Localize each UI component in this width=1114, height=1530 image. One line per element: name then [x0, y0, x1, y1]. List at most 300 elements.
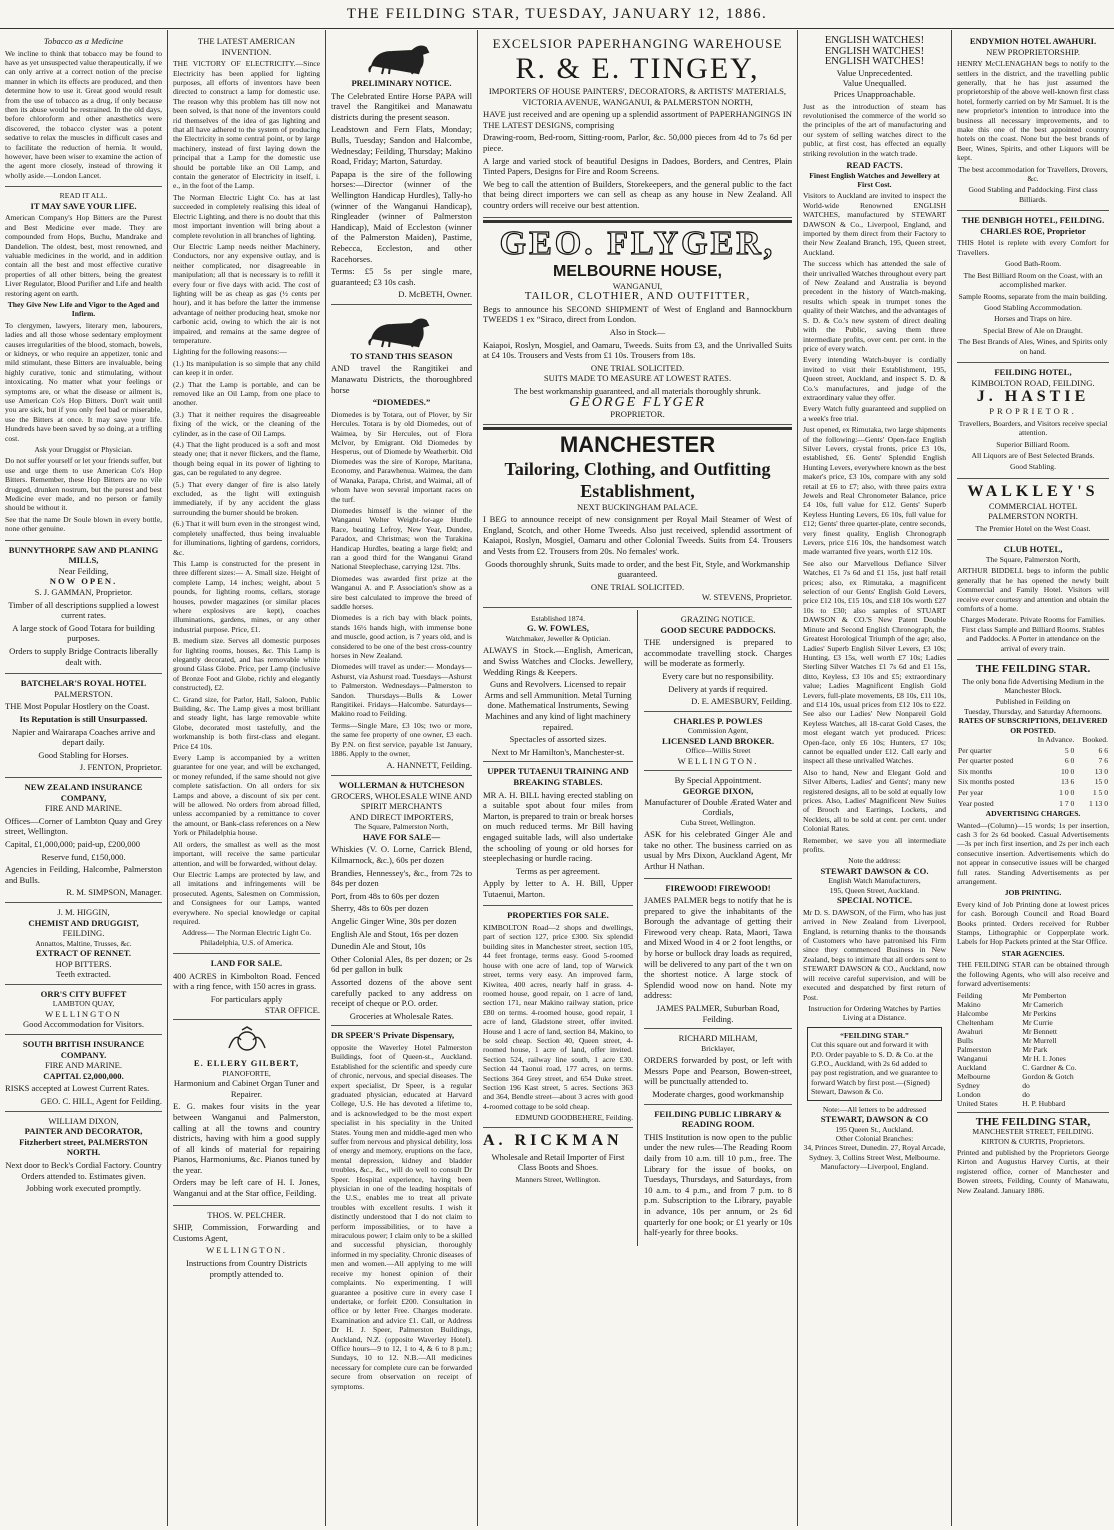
agency-place: Bulls	[957, 1035, 974, 1045]
manchester-address: NEXT BUCKINGHAM PALACE.	[576, 501, 699, 512]
electric-lamp-reason: (3.) That it neither requires the disagreeable fixing of the wick, or the cleaning of the cylinder, as in the case of Oil Lamps.	[173, 409, 320, 438]
rates-row	[957, 767, 1109, 778]
fowles-body: ALWAYS in Stock.—English, American, and Swiss Watches and Clocks. Jewellery, Wedding Rings & Keepers.	[483, 645, 633, 677]
bunnythorpe-open: NOW OPEN.	[49, 576, 118, 587]
denbigh-feature: Good Stabling Accommodation.	[983, 302, 1083, 312]
agencies-title: STAR AGENCIES.	[1001, 948, 1065, 958]
rickman-body: Wholesale and Retail Importer of First Class Boots and Shoes.	[491, 1151, 625, 1173]
hop-bitters-sub: They Give New Life and Vigor to the Aged and Infirm.	[7, 299, 160, 319]
land-sale-ad	[173, 956, 320, 1020]
denbigh-feature: Sample Rooms, separate from the main building.	[958, 291, 1108, 301]
watches-body6: Just opened, ex Rimutaka, two large shipments of the following:—Gents' Open-face English Silver Levers, crystal fronts, price £3 10s, established, £6. Gents' Splendid English Hunting Levers, everywhere known as the best maker's price, £3 10s, compare with any sold retail at £6 to £7; also, with three pairs extra Jewels and Real Chronometer Balance, price £4 10s, full value for £12. Gents' Superb Keyless Hunting Levers, £6 10s, full value for £12; Gents' three quarter-plate, centre seconds, very finest quality, English Chronograph Levers, price £16 10s, the handsomest watch made warranted five years, worth £12 10s.	[803, 425, 946, 557]
bunnythorpe-prop: S. J. GAMMAN, Proprietor.	[34, 587, 133, 598]
prices-unapproachable: Prices Unapproachable.	[833, 88, 916, 99]
horse-icon	[362, 311, 442, 349]
rickman-ad	[483, 1130, 633, 1189]
speer-ad	[331, 1028, 472, 1397]
electric-lamp-reason: (6.) That it will burn even in the strongest wind, completely unaffected, thus being invaluable for illuminations, lighting of gardens, corridors, &c.	[173, 519, 320, 557]
rates-cell: Six months	[958, 766, 993, 776]
electric-lamp-body6: C. Grand size, for Parlor, Hall, Saloon, Public Building, &c. The Lamp gives a most brilliant and steady light, has large removable white Globe, decorated most tastefully, and the workmanship is both first-class and elegant. Price £4 10s.	[173, 694, 320, 751]
tingey-sub: IMPORTERS OF HOUSE PAINTERS', DECORATORS, & ARTISTS' MATERIALS,	[488, 86, 787, 96]
denbigh-body: THIS Hotel is replete with every Comfort for Travellers.	[957, 238, 1109, 257]
other-branches: 34, Princes Street, Dunedin. 27, Royal Arcade, Sydney. 3, Collins Street West, Melbourne.	[803, 1143, 946, 1162]
electric-lamp-list-intro: Lighting for the following reasons:—	[173, 347, 287, 357]
nz-insurance-body3: Reserve fund, £150,000.	[41, 851, 126, 862]
hastie-body4: Good Stabling.	[1010, 462, 1056, 472]
flyger-signature: GEORGE FLYGER	[569, 395, 706, 411]
powles-office: Office—Willis Street	[685, 746, 751, 756]
rates-row	[957, 799, 1109, 810]
rates-header-row	[957, 735, 1109, 746]
dixon-body: Next door to Beck's Cordial Factory. Country Orders attended to. Estimates given.	[5, 1160, 162, 1181]
denbigh-ad	[957, 213, 1109, 363]
agency-place: London	[957, 1089, 981, 1099]
tingey-name: R. & E. TINGEY,	[515, 52, 760, 85]
rates-cell: Per year	[958, 788, 984, 797]
speer-body: opposite the Waverley Hotel Palmerston Buildings, foot of Queen-st., Auckland. Established for the scientific and speedy cure of chronic, nervous, and special diseases. The expert specialist, Dr Speer, is a regular graduated physician, educated at Harvard College, U.S. He has devoted a lifetime to, and is acknowledged to be the most expert specialist in his speciality in the United States. Young men and middle-aged men who suffer from nervous and physical debility, loss of energy and memory, eruptions on the face, mental depression, kidney and bladder troubles, &c., &c., will do well to consult Dr Speer. Hospital experience, having been physician in one of the leading hospitals of the U.S., enables me to treat all private troubles with excellent results. I wish it distinctly understood that I do not claim to perform impossibilities, or to have a miraculous power; I claim only to be a skilled and successful physician, thoroughly informed in my speciality. Chronic diseases of men and women.—All applying to me will receive my honest opinion of their complaints. No experimenting. I will guarantee a positive cure in every case I undertake, or forfeit £200. Consultation in office or by letter Free. Charges moderate. Examination and advice £1. Call, or Address Dr H. J. Speer, Palmerston Buildings, Auckland, N.Z. (opposite Waverley Hotel). Office hours—9 to 12, 1 to 4, & 6 to 8 p.m.; Sundays, 10 to 12. N.B.—All medicines necessary for complete cure can be forwarded secure from observation on receipt of symptoms.	[331, 1042, 473, 1391]
batchelar-title: BATCHELAR'S ROYAL HOTEL	[20, 678, 147, 689]
flyger-measure: SUITS MADE TO MEASURE AT LOWEST RATES.	[543, 373, 732, 384]
agency-place: Makino	[957, 999, 981, 1009]
agency-place: Feilding	[957, 990, 983, 1000]
agency-row	[957, 1054, 1109, 1063]
denbigh-feature: The Best Brands of Ales, Wines, and Spirits only on hand.	[958, 337, 1108, 356]
fowles-trade: Watchmaker, Jeweller & Optician.	[505, 634, 611, 643]
properties-body: KIMBOLTON Road—2 shops and dwellings, part of section 127, price £300. Six splendid building sites in Manchester street, section 105, 44 feet frontage, terms easy. Good 5-roomed house with one acre of land, top of Warwick street, terms very easy. An improved farm, Kiwitea, 400 acres, nearly half in grass. 4-roomed house, good repair, on 1 acre of land, section 171, near Makino railway station, price £80 on terms. 4-roomed house, good repair, 1 acre of land, Gladstone street, offer invited. House and 1 acre of land, section 84, Makino, to be sold cheap. Section 40, Queen street, 4-roomed house, 1 acre of land, offer invited. Section 524, railway line south, 1 acre £30. Section 44 Taonui road, 177 acres, on terms. Sections 364 Grey street, and 654 Duke street. Section 196 Kast street, 5 acres. Sections 363 and 364, Bendle street—about 3 acres with good 4-roomed cottage to be sold cheap.	[483, 923, 633, 1111]
letters-note: Note:—All letters to be addressed	[822, 1104, 927, 1114]
agency-agent: H. P. Hubbard	[1022, 1098, 1066, 1108]
agency-agent: Mr Bennett	[1022, 1026, 1058, 1036]
manchester-trial: ONE TRIAL SOLICITED.	[590, 581, 685, 592]
nz-insurance-title: NEW ZEALAND INSURANCE COMPANY,	[24, 781, 143, 803]
papapa-title: PRELIMINARY NOTICE.	[351, 78, 452, 88]
wollerman-ad	[331, 778, 472, 1026]
hop-bitters-ask: Ask your Druggist or Physician.	[34, 445, 133, 455]
higgin-town: FEILDING.	[62, 928, 105, 939]
bunnythorpe-body2: A large stock of Good Totara for building purposes.	[12, 622, 155, 644]
rates-title: RATES OF SUBSCRIPTIONS, DELIVERED OR POSTED.	[958, 716, 1108, 735]
feilding-hotel-address: KIMBOLTON ROAD, FEILDING.	[971, 377, 1095, 388]
tobacco-body: We incline to think that tobacco may be found to have as yet unsuspected value therapeutically, if we can only arrive at a correct notion of the precise manner in which its effects are produced, and then determine how to use it. Great good would result from the use of tobacco as a drug, if only because then its abuse would be restrained. In the old days, before chloroform and other anæsthetics were discovered, the tobacco clyster was a potent sedative to relax the muscles in difficult cases and to facilitate the reduction of hernia. It would, however, have been wiser to examine the action of the agent more closely, instead of throwing it wholly aside.—London Lancet.	[5, 48, 162, 180]
flyger-ad	[483, 220, 792, 425]
george-dixon-address: Cuba Street, Wellington.	[680, 817, 756, 827]
read-facts: READ FACTS.	[846, 160, 903, 170]
rates-cell: 1 7 0	[1059, 798, 1075, 808]
manchester-body: I BEG to announce receipt of new consignment per Royal Mail Steamer of West of England, Scotch, and other Home Tweeds. Also just received, splendid assortment of Kaiapoi, Roslyn, Mosgiel, Oamaru and other Colonial Tweeds. Suits from £4. Trousers and Vests from £2. Trousers from 20s. No females' work.	[483, 514, 792, 557]
pelcher-name: THOS. W. PELCHER.	[207, 1209, 286, 1220]
rates-cell: 6 0	[1064, 756, 1075, 766]
job-printing-body: Every kind of Job Printing done at lowest prices for cash. Borough Council and Road Board Books printed. Orders received for Rubber Stamps, Lithographic or Copperplate work. Labels for Hop Packets printed at the Star Office.	[957, 899, 1109, 947]
club-hotel-body2: Charges Moderate. Private Rooms for Families. First class Sample and Billiard Rooms. Stables and Paddocks. A Porter in attendance on the arrival of every train.	[960, 615, 1106, 653]
dixon-foot: Jobbing work executed promptly.	[26, 1183, 141, 1194]
diomedes-horse: “DIOMEDES.”	[372, 397, 431, 408]
rates-row	[957, 756, 1109, 767]
rates-cell: 15 0	[1094, 777, 1108, 787]
higgin-items: Annattos, Maltine, Trusses, &c.	[35, 938, 132, 948]
ellery-ad	[173, 1022, 320, 1206]
electric-lamp-body1: THE VICTORY OF ELECTRICITY.—Since Electricity has been applied for lighting purposes, all efforts of inventors have been directed to construct a lamp for domestic use. The reason why this problem has till now not been solved, is that none of the inventors could rid themselves of the idea of gas lighting and that all have adhered to the system of producing the Electricity in some central point, or by large machinery, instead of first laying down the principal that a Lamp for the domestic use should be portable like an Oil Lamp, and contain the generator of Electricity in itself, i. e., in the foot of the Lamp.	[173, 59, 320, 191]
masthead: THE FEILDING STAR, TUESDAY, JANUARY 12, 1886.	[0, 0, 1114, 29]
denbigh-feature: Special Brew of Ale on Draught.	[983, 325, 1083, 335]
south-british-ad	[5, 1037, 162, 1112]
agency-agent: Mr Currie	[1022, 1017, 1053, 1027]
south-british-body: RISKS accepted at Lowest Current Rates.	[5, 1083, 150, 1094]
rates-table	[957, 735, 1109, 809]
ellery-sub: PIANOFORTE,	[222, 1068, 271, 1078]
papapa-owner: D. McBETH, Owner.	[398, 289, 472, 300]
endymion-ad	[957, 34, 1109, 211]
stewart-dawson-address2: 195 Queen St., Auckland.	[835, 1124, 914, 1134]
tutaenui-apply: Apply by letter to A. H. Bill, Upper Tutaenui, Marton.	[483, 878, 633, 899]
nz-insurance-sub: FIRE AND MARINE.	[44, 803, 123, 814]
denbigh-title: THE DENBIGH HOTEL, FEILDING.	[961, 215, 1105, 226]
grazing-signature: D. E. AMESBURY, Feilding.	[691, 696, 792, 707]
batchelar-body3: Napier and Wairarapa Coaches arrive and depart daily.	[11, 726, 156, 748]
read-it-all: READ IT ALL.	[59, 191, 108, 201]
rates-cell: Year posted	[958, 798, 994, 808]
nz-insurance-body1: Offices—Corner of Lambton Quay and Grey street, Wellington.	[5, 815, 162, 837]
watches-body1: Just as the introduction of steam has revolutionised the commerce of the world so the principles of the art of manufacturing and our system of selling watches direct to the public, at first cost, has effected an equally striking revolution in the watch trade.	[803, 101, 946, 158]
hop-bitters-title: IT MAY SAVE YOUR LIFE.	[30, 200, 137, 211]
diomedes-body4: Diomedes was awarded first prize at the Wanganui A. and P. Association's show as a sire best calculated to improve the breed of saddle horses.	[331, 573, 472, 611]
stewart-dawson-sub: English Watch Manufacturers,	[828, 876, 921, 886]
tingey-body1: HAVE just received and are opening up a splendid assortment of PAPERHANGINGS IN THE LATEST DESIGNS, comprising	[483, 109, 792, 130]
george-dixon-title: Manufacturer of Double Ærated Water and Cordials,	[644, 796, 792, 818]
higgin-hop: HOP BITTERS.	[55, 958, 112, 969]
agency-agent: Mr Park	[1022, 1044, 1048, 1054]
imprint-body: Printed and published by the Proprietors George Kirton and Augustus Harvey Curtis, at their registered office, corner of Manchester and Bowen streets, Feilding, County of Manawatu, New Zealand. January 1886.	[957, 1147, 1109, 1195]
flyger-name: GEO. FLYGER,	[499, 224, 776, 262]
electric-lamp-reason: (1.) Its manipulation is so simple that any child can keep it in order.	[173, 358, 320, 378]
electric-lamp-body8: All orders, the smallest as well as the most important, will receive the same particular attention, and will be forwarded, without delay.	[173, 839, 320, 868]
tingey-header: EXCELSIOR PAPERHANGING WAREHOUSE	[492, 36, 783, 51]
fowles-name: G. W. FOWLES,	[527, 623, 589, 634]
south-british-agent: GEO. C. HILL, Agent for Feilding.	[40, 1096, 162, 1107]
feilding-star-body: The only bona fide Advertising Medium in the Manchester Block.	[962, 676, 1104, 695]
batchelar-body4: Good Stabling for Horses.	[38, 749, 129, 760]
bunnythorpe-sub: Near Feilding,	[58, 565, 109, 576]
milham-trade: Bricklayer,	[701, 1043, 735, 1053]
george-dixon-appointment: By Special Appointment.	[674, 775, 762, 786]
tutaenui-terms: Terms as per agreement.	[516, 865, 600, 876]
imprint-props: KIRTON & CURTIS, Proprietors.	[981, 1136, 1085, 1146]
milham-body: ORDERS forwarded by post, or left with Messrs Pope and Pearson, Bowen-street, will be punctually attended to.	[643, 1055, 792, 1087]
agency-agent: Gordon & Gotch	[1022, 1071, 1074, 1081]
agencies-body: THE FEILDING STAR can be obtained through the following Agents, who will also receive and forward advertisements:	[957, 960, 1109, 989]
electric-lamp-reason: (2.) That the Lamp is portable, and can be removed like an Oil Lamp, from one place to another.	[173, 379, 320, 408]
higgin-title: CHEMIST AND DRUGGIST,	[28, 917, 139, 928]
order-coupon[interactable]	[807, 1027, 942, 1101]
land-sale-title: LAND FOR SALE.	[210, 958, 283, 969]
library-ad	[644, 1107, 792, 1244]
hastie-prop: PROPRIETOR.	[989, 406, 1077, 417]
milham-foot: Moderate charges, good workmanship	[652, 1089, 784, 1099]
nz-insurance-ad	[5, 780, 162, 903]
diomedes-body1: AND travel the Rangitikei and Manawatu Districts, the thoroughbred horse	[331, 363, 472, 395]
batchelar-prop: J. FENTON, Proprietor.	[79, 762, 162, 773]
orr-title: ORR'S CITY BUFFET	[40, 988, 127, 999]
feilding-hotel-ad	[957, 365, 1109, 479]
stewart-dawson-name: STEWART DAWSON & CO.	[820, 865, 929, 876]
manchester-title: MANCHESTER	[559, 431, 716, 457]
bunnythorpe-ad	[5, 543, 162, 675]
flyger-body2: Kaiapoi, Roslyn, Mosgiel, and Oamaru, Tweeds. Suits from £3, and the Unrivalled Suits at £4 10s. Trousers and Vests from £1 10s. Trousers from 18s.	[483, 339, 792, 361]
watches-body2: Visitors to Auckland are invited to inspect the World-wide Renowned ENGLISH WATCHES, manufactured by STEWART DAWSON & Co., Liverpool, England, and imported by them direct from their Factory to their New Zealand Branch, 195, Queen street, Auckland.	[803, 191, 946, 257]
wollerman-foot: Groceries at Wholesale Rates.	[349, 1010, 454, 1021]
wollerman-sale: HAVE FOR SALE—	[362, 831, 441, 842]
south-british-capital: CAPITAL £2,000,000.	[43, 1070, 124, 1081]
column-4-left	[483, 610, 638, 1246]
rates-cell: Per quarter posted	[958, 756, 1014, 766]
rates-row	[957, 777, 1109, 788]
walkley-body: The Premier Hotel on the West Coast.	[975, 523, 1091, 533]
firewood-title: FIREWOOD! FIREWOOD!	[665, 882, 771, 893]
column-3	[326, 30, 478, 1526]
walkley-sub: COMMERCIAL HOTEL	[988, 500, 1078, 511]
watches-body4: Every intending Watch-buyer is cordially invited to visit their Establishment, 195, Queen street, Auckland, and inspect S. D. & Co.'s manufactures, and judge of the extraordinary value they offer.	[803, 355, 946, 402]
wollerman-title: WOLLERMAN & HUTCHESON	[338, 780, 465, 791]
papapa-ad	[331, 34, 472, 305]
flyger-house: MELBOURNE HOUSE,	[553, 262, 722, 280]
nz-insurance-body4: Agencies in Feilding, Halcombe, Palmerston and Bulls.	[5, 864, 162, 885]
agency-row	[957, 1000, 1109, 1009]
wollerman-item: Brandies, Hennessey's, &c., from 72s to 84s per dozen	[331, 867, 472, 889]
george-dixon-ad	[644, 773, 792, 878]
ellery-body2: Orders may be left care of H. I. Jones, Wanganui and at the Star office, Feilding.	[173, 1177, 320, 1199]
column-1	[0, 30, 168, 1526]
grazing-body: THE undersigned is prepared to accommodate travelling stock. Charges will be moderate as formerly.	[643, 637, 792, 669]
agency-row	[957, 1072, 1109, 1081]
ellery-title: Harmonium and Cabinet Organ Tuner and Repairer.	[173, 1078, 320, 1099]
watches-body9: Remember, we save you all intermediate profits.	[803, 835, 946, 855]
column-6	[952, 30, 1114, 1526]
stewart-dawson-name2: STEWART, DAWSON & CO	[820, 1113, 929, 1124]
grazing-sub: GOOD SECURE PADDOCKS.	[660, 624, 776, 635]
milham-ad	[644, 1031, 792, 1104]
fowles-body3: Spectacles of assorted sizes.	[509, 734, 607, 745]
rates-cell: 7 6	[1098, 756, 1108, 766]
club-hotel-ad	[957, 542, 1109, 660]
agency-row	[957, 1099, 1109, 1108]
endymion-body3: Good Stabling and Paddocking. First class Billiards.	[968, 185, 1098, 204]
denbigh-feature: Horses and Traps on hire.	[994, 314, 1072, 324]
wollerman-address: The Square, Palmerston North,	[354, 822, 449, 832]
rates-header: Booked.	[1082, 735, 1108, 745]
manchester-body2: Goods thoroughly shrunk, Suits made to order, and the best Fit, Style, and Workmanship guaranteed.	[485, 558, 790, 580]
imprint-title: THE FEILDING STAR,	[975, 1115, 1091, 1128]
rates-cell: Per quarter	[958, 745, 992, 755]
wollerman-item: Other Colonial Ales, 8s per dozen; or 2s 6d per gallon in bulk	[331, 953, 472, 975]
fowles-address: Next to Mr Hamilton's, Manchester-st.	[491, 746, 625, 757]
electric-lamp-address: Address— The Norman Electric Light Co. Philadelphia, U.S. of America.	[181, 928, 312, 947]
advertising-body: Wanted—(Column)—15 words; 1s per insertion, cash 3 for 2s 6d booked. Casual Advertisements—3s per inch first insertion, and 2s per inch each consecutive insertion. Advertisements which do not appear in consecutive issues will be charged full rates. Standing Advertisements as per arrangement.	[957, 820, 1109, 887]
nz-insurance-body2: Capital, £1,000,000; paid-up, £200,000	[5, 838, 141, 849]
milham-name: RICHARD MILHAM,	[678, 1033, 758, 1044]
rates-cell: 1 5 0	[1092, 788, 1108, 797]
agency-row	[957, 991, 1109, 1000]
batchelar-body2: Its Reputation is still Unsurpassed.	[19, 714, 148, 724]
coupon-body: Cut this square out and forward it with P.O. Order payable to S. D. & Co. at the G.P.O., Auckland, with 2s 6d added to pay post registration, and we guarantee to forward Watch by first post.—(Signed) Stewart, Dawson & Co.	[811, 1040, 938, 1097]
diomedes-travel: Diomedes will travel as under:— Mondays—Ashurst, via Ashurst road. Tuesdays—Ashurst to Palmerston. Wednesdays—Palmerston to Sandon. Thursdays—Bulls & Lower Rangitikei. Fridays—Halcombe. Saturdays—Makino road to Feilding.	[331, 662, 472, 719]
wollerman-item: Whiskies (V. O. Lorne, Carrick Blend, Kilmarnock, &c.), 60s per dozen	[331, 844, 472, 866]
manchester-ad	[483, 427, 792, 608]
manchester-prop: W. STEVENS, Proprietor.	[701, 592, 792, 603]
wollerman-item: Angelic Ginger Wine, 30s per dozen	[331, 916, 457, 926]
rates-cell: 13 0	[1094, 766, 1108, 776]
watches-body8: Also to hand, New and Elegant Gold and Silver Alberts, Ladies' and Gents'; many new registered designs, all to be sold at equally low prices. Also, Ladies' Magnificent New Suites of Brooch and Earrings, Lockets, and Necklets, all to be sold at cent. per cent. under Colonial Rates.	[803, 767, 946, 834]
agency-agent: do	[1022, 1089, 1030, 1099]
batchelar-ad	[5, 676, 162, 778]
orr-town: WELLINGTON	[45, 1008, 122, 1019]
batchelar-body1: THE Most Popular Hostlery on the Coast.	[5, 701, 150, 712]
agency-place: Melbourne	[957, 1071, 991, 1081]
wollerman-item: Port, from 48s to 60s per dozen	[331, 890, 440, 901]
advertising-title: ADVERTISING CHARGES.	[985, 809, 1081, 819]
tutaenui-body: MR A. H. BILL having erected stabling on a suitable spot about four miles from Marton, is prepared to train or break horses on much reduced terms. Mr Bill having engaged suitable lads, will also undertake the schooling of young or old horses for steeplechasing or hurdle racing.	[483, 789, 633, 864]
watches-heading: ENGLISH WATCHES!	[824, 45, 925, 57]
rates-cell: 5 0	[1064, 745, 1075, 755]
special-notice-body: Mr D. S. DAWSON, of the Firm, who has just arrived in New Zealand from Liverpool, England, is returning thanks to the thousands of Customers who have patronised his Firm since they commenced Business in New Zealand, begs to intimate that all orders sent to STEWART DAWSON & CO., Auckland, now will receive careful supervision, and will be executed and despatched by first return of Post.	[803, 907, 946, 1002]
tingey-body3: A large and varied stock of beautiful Designs in Dadoes, Borders, and Centres, Plain Tinted Papers, Designs for Fire and Room Screens.	[483, 155, 792, 177]
flyger-stock: Also in Stock—	[609, 326, 666, 337]
diomedes-title: TO STAND THIS SEASON	[350, 350, 453, 361]
rates-row	[957, 746, 1109, 757]
electric-lamp-body5: B. medium size. Serves all domestic purposes for lighting rooms, houses, &c. This Lamp is elegantly decorated, and has removable white ground Glass Globe. Price, per Lamp (inclusive of Bronze Foot and Globe, richly and elegantly constructed), £2.	[173, 636, 320, 693]
grazing-body2: Every care but no responsibility.	[662, 670, 774, 681]
flyger-prop: PROPRIETOR.	[610, 409, 665, 420]
rickman-name: A. RICKMAN	[483, 1131, 623, 1149]
horse-icon	[362, 38, 442, 76]
electric-lamp-body2: The Norman Electric Light Co. has at last succeeded in completely realising this ideal of Electric Lighting, and there is no doubt that this most important invention will bring about a complete revolution in all branches of lighting.	[173, 192, 320, 240]
firewood-body: JAMES PALMER begs to notify that he is prepared to give the inhabitants of the Borough the advantage of getting their Firewood very cheap. Rata, Maori, Tawa and Mixed Wood in 4 or 2 foot lengths, or by horse or bullock dray loads as required, will be delivered to any part of the t wn on the shortest notice. A large stock of Splendid wood now on hand. Note my address:	[643, 895, 792, 1001]
library-title: FEILDING PUBLIC LIBRARY & READING ROOM.	[654, 1108, 782, 1130]
stewart-dawson-ad	[803, 34, 946, 1176]
column-4	[478, 30, 798, 1526]
diomedes-owner: A. HANNETT, Feilding.	[386, 760, 472, 771]
bunnythorpe-body3: Orders to supply Bridge Contracts liberally dealt with.	[9, 646, 158, 667]
orr-body: Good Accommodation for Visitors.	[22, 1019, 145, 1030]
manufactory: Manufactory—Liverpool, England.	[820, 1162, 929, 1172]
bunnythorpe-body1: Timber of all descriptions supplied a lowest current rates.	[8, 599, 159, 621]
agency-place: Palmerston	[957, 1044, 992, 1054]
agency-agent: Mr Murrell	[1022, 1035, 1057, 1045]
higgin-ad	[5, 905, 162, 985]
denbigh-feature: Good Bath-Room.	[1004, 259, 1062, 269]
library-body: THIS Institution is now open to the public under the new rules—The Reading Room daily from 10 a.m. till 10 p.m., free. The Library for the issue of books, on Tuesdays, Thursdays, and Saturdays, from 10 a.m. to 4 p.m., and from 7 p.m. to 8 p.m. Subscription to the Library, payable in advance, 10s per annum, or 2s 6d quarterly for one book; or £1 yearly or 10s half-yearly for three books.	[643, 1131, 792, 1238]
ellery-body: E. G. makes four visits in the year between Wanganui and Palmerston, calling at all the towns and country districts, having with him a good supply of all kinds of material for repairing Pianos, Harmoniums, &c. Pianos tuned by the year.	[173, 1101, 320, 1175]
agency-place: Sydney	[957, 1080, 980, 1090]
feilding-star-ad	[957, 662, 1109, 1113]
wollerman-item: Sherry, 48s to 60s per dozen	[331, 903, 429, 914]
agency-place: Cheltenham	[957, 1017, 994, 1027]
hop-bitters-body: American Company's Hop Bitters are the Purest and Best Medicine ever made. They are compounded from Hops, Buchu, Mandrake and Dandelion. The oldest, best, most renowned, and valuable medicines in the world, and in addition contain all the best and most effective curative properties of all other bitters, being the greatest Liver Regulator, Blood Purifier and Life and health restoring agent on earth.	[5, 213, 162, 298]
rates-header: In Advance.	[1037, 735, 1075, 745]
agency-agent: C. Gardner & Co.	[1022, 1062, 1077, 1072]
diomedes-body5: Diomedes is a rich bay with black points, stands 16½ hands high, with immense bone and muscle, good action, is 7 years old, and is considered to be one of the best cross-country horses in New Zealand.	[331, 613, 472, 660]
firewood-signature: JAMES PALMER, Suburban Road, Feilding.	[656, 1003, 780, 1024]
diomedes-ad	[331, 307, 472, 776]
electric-lamp-reason: (4.) That the light produced is a soft and most steady one; that it never flickers, and the flame, though being equal in its power of lighting to gas, can be regulated to any degree.	[173, 440, 320, 478]
other-branches-title: Other Colonial Branches:	[835, 1133, 914, 1143]
hop-bitters-body2: To clergymen, lawyers, literary men, labourers, ladies and all those whose sedentary employment causes irregularities of the blood, stomach, bowels, or kidneys, or who require an appetizer, tonic and mild stimulant, these Bitters are invaluable, being highly curative, tonic and stimulating, without intoxicating. No matter what your feelings or symptoms are, or what the disease or ailment is, use American Co's Hop Bitters. Don't wait until you are sick, but if you only feel bad or miserable, use the Bitters at once. It may save your life. Hundreds have been saved by so doing, at a trifling cost.	[5, 320, 162, 443]
agency-agent: Mr Perkins	[1022, 1008, 1057, 1018]
agency-place: Halcombe	[957, 1008, 989, 1018]
coat-of-arms-icon	[217, 1026, 277, 1056]
rickman-address: Manners Street, Wellington.	[515, 1174, 601, 1184]
land-sale-particulars: For particulars apply	[210, 993, 283, 1004]
watches-body3: The success which has attended the sale of their unrivalled Watches throughout every part of New Zealand and Australia is beyond precedent in the history of Watch-making, results which speak in trumpet tones the quality of their Watches, and the advantages of S. D. & Co.'s new system of direct dealing with the Public, saving them three intermediate profits, over cent. per cent. in the price of every watch.	[803, 259, 946, 353]
agency-place: Wanganui	[957, 1053, 988, 1063]
watches-heading: ENGLISH WATCHES!	[824, 35, 925, 46]
endymion-body: HENRY McCLENAGHAN begs to notify to the settlers in the district, and the travelling public generally, that he has just assumed the proprietorship of the above well-known first class hotel, formerly carried on by Mr Samuel. It is the new proprietor's intention to introduce into the business all necessary improvements, and to make this one of the best appointed country hotels on the coast. None but the best brands of Beer, Wines, Spirits, and other Liquors will be kept.	[957, 59, 1109, 163]
electric-lamp-ad	[173, 34, 320, 954]
electric-lamp-body4: This Lamp is constructed for the present in three different sizes:— A. Small size. Height of complete Lamp, 14 inches; weight, about 5 pounds, for lighting rooms, cellars, storage houses, powder magazines (or similar places where explosives are kept), coaches illuminations, gardens, mines, or any other industrial purpose. Price, £1.	[173, 558, 320, 634]
agency-row	[957, 1009, 1109, 1018]
rates-row	[957, 788, 1109, 799]
papapa-body1: The Celebrated Entire Horse PAPA will travel the Rangitikei and Manawatu districts during the present season.	[331, 90, 472, 122]
rates-header	[957, 735, 1028, 746]
endymion-title: ENDYMION HOTEL AWAHURI.	[969, 36, 1097, 46]
finest-watches: Finest English Watches and Jewellery at First Cost.	[809, 170, 940, 189]
higgin-name: J. M. HIGGIN,	[57, 906, 110, 917]
firewood-ad	[644, 881, 792, 1030]
manchester-sub: Tailoring, Clothing, and Outfitting Establishment,	[504, 458, 771, 501]
flyger-trial: ONE TRIAL SOLICITED.	[590, 362, 685, 373]
powles-ad	[644, 714, 792, 772]
agency-place: Awahuri	[957, 1026, 983, 1036]
properties-ad	[483, 908, 633, 1127]
hop-bitters-see: See that the name Dr Soule blown in every bottle, none other genuine.	[5, 514, 162, 534]
properties-title: PROPERTIES FOR SALE.	[507, 910, 609, 921]
walkley-name: WALKLEY'S	[967, 482, 1099, 500]
denbigh-prop: CHARLES ROE, Proprietor	[980, 225, 1086, 236]
powles-title: LICENSED LAND BROKER.	[661, 735, 774, 746]
higgin-teeth: Teeth extracted.	[56, 969, 111, 980]
ordering-instructions: Instruction for Ordering Watches by Parties Living at a Distance.	[808, 1003, 941, 1023]
hastie-body3: All Liquors are of Best Selected Brands.	[971, 450, 1095, 460]
dixon-title: PAINTER AND DECORATOR, Fitzherbert street, PALMERSTON NORTH.	[19, 1126, 148, 1158]
denbigh-feature: The Best Billiard Room on the Coast, with an accomplished marker.	[963, 270, 1103, 290]
land-sale-office: STAR OFFICE.	[264, 1004, 320, 1015]
electric-lamp-reason: (5.) That every danger of fire is also lately excluded, as the light will extinguish immediately, if by any accident the glass surrounding the burner should be broken.	[173, 479, 320, 517]
flyger-trade: TAILOR, CLOTHIER, AND OUTFITTER,	[524, 290, 751, 303]
imprint	[957, 1115, 1109, 1201]
value-unequalled: Value Unequalled.	[842, 78, 907, 89]
endymion-body2: The best accommodation for Travellers, Drovers, &c.	[958, 164, 1108, 184]
special-notice-title: SPECIAL NOTICE.	[837, 895, 912, 906]
grazing-title: GRAZING NOTICE.	[680, 614, 756, 624]
grazing-body3: Delivery at yards if required.	[668, 683, 768, 694]
electric-lamp-body3: Our Electric Lamp needs neither Machinery, Conductors, nor any expensive outlay, and is neither complicated, nor disagreeable in manipulation; all that is necessary is to refill it every four or five days with acid. The cost of lighting will be as cheap as gas (½ cents per hour), and it has before the latter the immense advantage of neither producing heat, smoke nor carbonic acid, owing to which the air is not impaired, and remains at the same degree of temperature.	[173, 241, 320, 345]
electric-lamp-title: THE LATEST AMERICAN INVENTION.	[197, 36, 296, 57]
tutaenui-ad	[483, 764, 633, 906]
south-british-title: SOUTH BRITISH INSURANCE COMPANY.	[22, 1039, 145, 1060]
nz-insurance-manager: R. M. SIMPSON, Manager.	[66, 887, 162, 898]
column-5	[798, 30, 952, 1526]
watches-body7: See also our Marvellous Defiance Silver Watches, £1 7s 6d and £1 15s, just half retail prices; also, ex Rimutaka, a magnificent selection of our Gents' English Gold Levers, price £12 10s, £15 10s, and £18 10s worth £27 10s to £30; also samples of STUART DAWSON & CO.'S New Patent Double Minute and Second English Chronograph, the Greatest Horological Triumph of the age; also, Ladies' Superb English Silver Levers, £3 10s; Hunting, £3 15s, well worth £7 10s; Ladies Sterling Silver Watches £1 7s 6d and £1 15s, ditto, Keyless, £3 10s and £5; extraordinary value; Ladies Magnificent English Gold Levers, full-plate movements, £8 10s, £11 10s, and £14 10s, usual prices from £12 10s to £22. See also our Ladies' New Nonpareil Gold Keyless Watches, all 18-carat Gold Cases, the most elegant watch yet produced. Prices: Open-face, only £6 10s; Hunters, £7 10s; cannot be equalled under £12. Call early and inspect all these unrivalled Watches.	[803, 558, 946, 766]
electric-lamp-body9: Our Electric Lamps are protected by law, and all imitations and infringements will be prosecuted. Agents, Salesmen on Commission, and Consignees for our Lamps, wanted everywhere. No special knowledge or capital required.	[173, 869, 320, 926]
wollerman-sub2: AND DIRECT IMPORTERS,	[349, 811, 454, 822]
rates-cell: 10 0	[1061, 766, 1075, 776]
agency-agent: Mr Pemberton	[1022, 990, 1067, 1000]
batchelar-sub: PALMERSTON.	[54, 688, 113, 699]
tutaenui-title: UPPER TUTAENUI TRAINING AND BREAKING STABLES.	[487, 766, 629, 787]
agency-agent: Mr Camerich	[1022, 999, 1063, 1009]
agency-row	[957, 1081, 1109, 1090]
tingey-body4: We beg to call the attention of Builders, Storekeepers, and the general public to the fact that being direct importers we can sell as cheap as any house in New Zealand. All country orders will receive our best attention.	[483, 178, 792, 210]
value-unprecedented: Value Unprecedented.	[836, 67, 913, 78]
pelcher-town: WELLINGTON.	[206, 1245, 287, 1256]
